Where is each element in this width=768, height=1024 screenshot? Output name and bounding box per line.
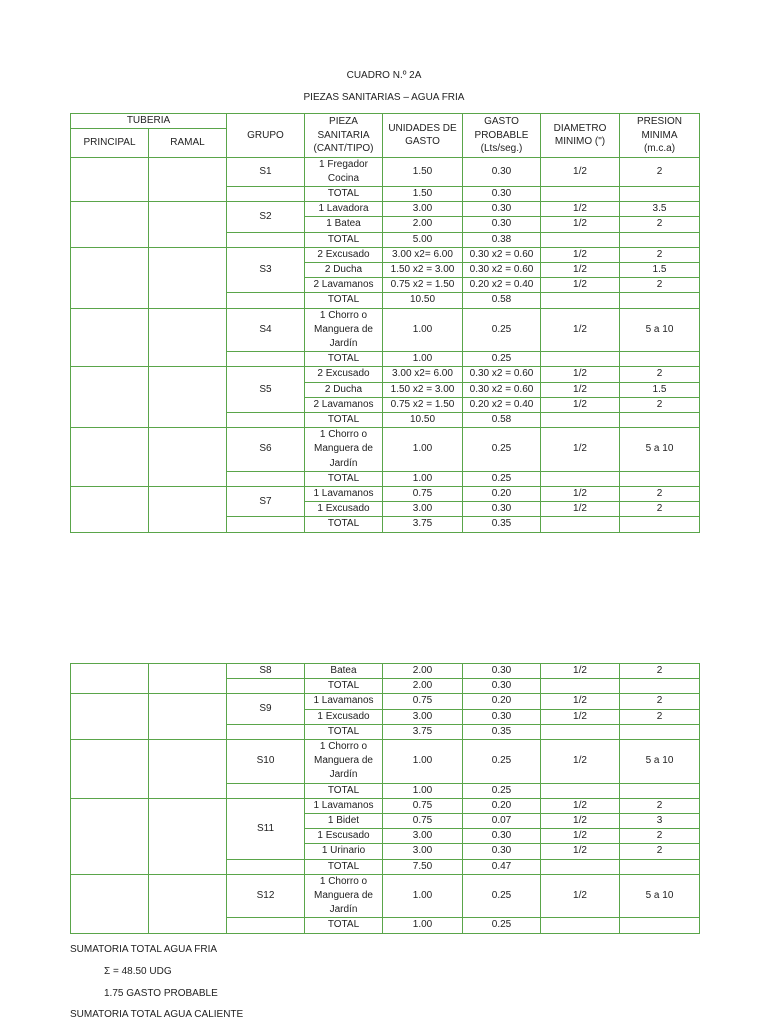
total-unidades-cell: 3.75: [383, 517, 463, 532]
total-label-cell: TOTAL: [305, 517, 383, 532]
pieza-cell: [305, 664, 383, 679]
pieza-cell: [305, 709, 383, 724]
unidades-cell: 0.75: [383, 798, 463, 813]
unidades-cell: 3.00 x2= 6.00: [383, 367, 463, 382]
pieza-cell: [305, 829, 383, 844]
total-unidades-cell: 1.00: [383, 783, 463, 798]
principal-cell: [71, 874, 149, 933]
gasto-cell: 0.07: [463, 814, 541, 829]
grupo-cell: [227, 352, 305, 367]
ramal-cell: [149, 740, 227, 799]
summary-agua-fria-gasto: 1.75 GASTO PROBABLE: [104, 988, 218, 999]
presion-cell: 2: [620, 157, 700, 186]
pieza-line: 1 Batea: [326, 218, 361, 230]
pieza-line: Jardín: [329, 457, 358, 469]
grupo-cell: S5: [227, 367, 305, 413]
diametro-cell: [541, 186, 620, 201]
principal-cell: [71, 308, 149, 367]
header-presion-line: (m.c.a): [643, 143, 676, 154]
diametro-cell: [541, 918, 620, 933]
presion-cell: [620, 412, 700, 427]
pieza-line: Manguera de: [314, 890, 373, 902]
total-label-cell: TOTAL: [305, 724, 383, 739]
diametro-cell: 1/2: [541, 829, 620, 844]
total-gasto-cell: 0.35: [463, 517, 541, 532]
total-gasto-cell: 0.35: [463, 724, 541, 739]
diametro-cell: 1/2: [541, 382, 620, 397]
presion-cell: 5 a 10: [620, 308, 700, 352]
grupo-cell: S3: [227, 247, 305, 293]
grupo-cell: S8: [227, 664, 305, 679]
total-label-cell: TOTAL: [305, 471, 383, 486]
pieza-line: 1 Lavamanos: [313, 799, 374, 811]
unidades-cell: 3.00: [383, 844, 463, 859]
pieza-cell: [305, 382, 383, 397]
total-unidades-cell: 10.50: [383, 293, 463, 308]
header-pieza: [305, 114, 383, 158]
presion-cell: [620, 293, 700, 308]
gasto-cell: 0.25: [463, 740, 541, 784]
pieza-line: Batea: [330, 665, 357, 676]
header-presion-line: PRESION: [636, 116, 682, 127]
total-label-cell: TOTAL: [305, 918, 383, 933]
diametro-cell: 1/2: [541, 874, 620, 918]
principal-cell: [71, 202, 149, 248]
principal-cell: [71, 367, 149, 428]
header-tuberia: TUBERIA: [71, 114, 227, 129]
ramal-cell: [149, 157, 227, 202]
unidades-cell: 1.00: [383, 428, 463, 472]
gasto-cell: 0.30: [463, 844, 541, 859]
diametro-cell: 1/2: [541, 262, 620, 277]
unidades-cell: 0.75 x2 = 1.50: [383, 397, 463, 412]
unidades-cell: 1.00: [383, 740, 463, 784]
header-pieza-line: (CANT/TIPO): [313, 143, 374, 154]
presion-cell: 2: [620, 664, 700, 679]
grupo-cell: [227, 918, 305, 933]
presion-cell: 2: [620, 502, 700, 517]
grupo-cell: [227, 186, 305, 201]
document-subtitle: PIEZAS SANITARIAS – AGUA FRIA: [303, 92, 465, 103]
presion-cell: 2: [620, 798, 700, 813]
presion-cell: 2: [620, 247, 700, 262]
gasto-cell: 0.30: [463, 157, 541, 186]
diametro-cell: 1/2: [541, 502, 620, 517]
unidades-cell: 2.00: [383, 664, 463, 679]
summary-agua-caliente-label: SUMATORIA TOTAL AGUA CALIENTE: [70, 1009, 244, 1020]
grupo-cell: [227, 859, 305, 874]
total-gasto-cell: 0.30: [463, 186, 541, 201]
presion-cell: [620, 783, 700, 798]
presion-cell: [620, 352, 700, 367]
presion-cell: 2: [620, 829, 700, 844]
grupo-cell: [227, 412, 305, 427]
table-2-body: [71, 664, 700, 934]
grupo-cell: S7: [227, 486, 305, 516]
total-gasto-cell: 0.30: [463, 679, 541, 694]
header-gasto-line: GASTO: [484, 116, 519, 127]
table-row: [71, 202, 700, 217]
pieza-line: 1 Excusado: [317, 710, 370, 722]
header-unidades-line: GASTO: [405, 136, 440, 148]
gasto-cell: 0.20: [463, 694, 541, 709]
total-unidades-cell: 1.00: [383, 352, 463, 367]
table-row: [71, 664, 700, 679]
presion-cell: 2: [620, 844, 700, 859]
unidades-cell: 3.00: [383, 202, 463, 217]
grupo-cell: S6: [227, 428, 305, 472]
total-gasto-cell: 0.58: [463, 293, 541, 308]
total-unidades-cell: 2.00: [383, 679, 463, 694]
total-gasto-cell: 0.25: [463, 471, 541, 486]
pieza-line: Cocina: [327, 172, 360, 184]
header-grupo: GRUPO: [227, 114, 305, 158]
grupo-cell: S11: [227, 798, 305, 859]
table-row: [71, 486, 700, 501]
pieza-line: 1 Escusado: [317, 830, 370, 842]
gasto-cell: 0.30: [463, 664, 541, 679]
grupo-cell: [227, 471, 305, 486]
table-row: [71, 428, 700, 472]
presion-cell: 2: [620, 217, 700, 232]
pieza-cell: [305, 157, 383, 186]
pieza-line: Jardín: [329, 904, 358, 916]
grupo-cell: S4: [227, 308, 305, 352]
unidades-cell: 1.00: [383, 874, 463, 918]
piezas-table-1: [70, 113, 700, 533]
diametro-cell: 1/2: [541, 278, 620, 293]
grupo-cell: [227, 293, 305, 308]
table-row: [71, 367, 700, 382]
total-label-cell: TOTAL: [305, 232, 383, 247]
header-gasto: [463, 114, 541, 158]
pieza-line: 1 Lavamanos: [313, 487, 374, 499]
principal-cell: [71, 740, 149, 799]
presion-cell: [620, 186, 700, 201]
diametro-cell: [541, 859, 620, 874]
header-diametro-line: DIAMETRO: [553, 122, 607, 134]
gasto-cell: 0.20 x2 = 0.40: [463, 278, 541, 293]
total-gasto-cell: 0.25: [463, 352, 541, 367]
diametro-cell: [541, 412, 620, 427]
principal-cell: [71, 694, 149, 740]
pieza-cell: [305, 202, 383, 217]
diametro-cell: 1/2: [541, 247, 620, 262]
total-unidades-cell: 1.50: [383, 186, 463, 201]
presion-cell: 3: [620, 814, 700, 829]
presion-cell: [620, 517, 700, 532]
gasto-cell: 0.30 x2 = 0.60: [463, 262, 541, 277]
principal-cell: [71, 664, 149, 694]
diametro-cell: [541, 471, 620, 486]
table-row: [71, 874, 700, 918]
pieza-line: 1 Excusado: [317, 503, 370, 515]
unidades-cell: 1.00: [383, 308, 463, 352]
presion-cell: 5 a 10: [620, 428, 700, 472]
unidades-cell: 1.50 x2 = 3.00: [383, 262, 463, 277]
total-unidades-cell: 10.50: [383, 412, 463, 427]
principal-cell: [71, 247, 149, 308]
pieza-cell: [305, 397, 383, 412]
gasto-cell: 0.30: [463, 202, 541, 217]
diametro-cell: [541, 517, 620, 532]
total-gasto-cell: 0.25: [463, 783, 541, 798]
total-gasto-cell: 0.38: [463, 232, 541, 247]
pieza-line: Jardín: [329, 769, 358, 781]
ramal-cell: [149, 247, 227, 308]
gasto-cell: 0.20 x2 = 0.40: [463, 397, 541, 412]
pieza-line: 1 Urinario: [321, 845, 366, 857]
unidades-cell: 3.00: [383, 829, 463, 844]
ramal-cell: [149, 798, 227, 874]
table-row: [71, 694, 700, 709]
pieza-line: 2 Lavamanos: [313, 398, 374, 410]
total-label-cell: TOTAL: [305, 412, 383, 427]
pieza-line: 1 Lavadora: [318, 203, 369, 215]
total-unidades-cell: 1.00: [383, 918, 463, 933]
pieza-cell: [305, 367, 383, 382]
diametro-cell: [541, 293, 620, 308]
header-diametro-line: MINIMO ("): [554, 136, 606, 148]
pieza-line: 1 Bidet: [327, 815, 360, 827]
grupo-cell: S2: [227, 202, 305, 232]
pieza-line: 2 Lavamanos: [313, 279, 374, 291]
presion-cell: 5 a 10: [620, 874, 700, 918]
grupo-cell: S10: [227, 740, 305, 784]
pieza-cell: [305, 486, 383, 501]
diametro-cell: 1/2: [541, 397, 620, 412]
grupo-cell: [227, 783, 305, 798]
table-row: [71, 247, 700, 262]
table-row: [71, 798, 700, 813]
pieza-line: Manguera de: [314, 323, 373, 335]
header-pieza-line: SANITARIA: [317, 129, 370, 141]
presion-cell: [620, 859, 700, 874]
principal-cell: [71, 157, 149, 202]
pieza-cell: [305, 217, 383, 232]
presion-cell: 2: [620, 694, 700, 709]
pieza-line: 1 Lavamanos: [313, 695, 374, 707]
diametro-cell: 1/2: [541, 740, 620, 784]
header-gasto-line: PROBABLE: [474, 129, 529, 141]
diametro-cell: 1/2: [541, 709, 620, 724]
presion-cell: [620, 232, 700, 247]
pieza-line: 2 Ducha: [324, 383, 363, 395]
total-label-cell: TOTAL: [305, 186, 383, 201]
document-title: CUADRO N.º 2A: [346, 70, 422, 81]
grupo-cell: S12: [227, 874, 305, 918]
header-ramal: RAMAL: [149, 128, 227, 157]
diametro-cell: 1/2: [541, 308, 620, 352]
header-unidades-line: UNIDADES DE: [388, 122, 457, 134]
gasto-cell: 0.20: [463, 486, 541, 501]
ramal-cell: [149, 308, 227, 367]
total-unidades-cell: 1.00: [383, 471, 463, 486]
presion-cell: 2: [620, 397, 700, 412]
presion-cell: 2: [620, 709, 700, 724]
table-1-body: [71, 157, 700, 532]
presion-cell: 5 a 10: [620, 740, 700, 784]
grupo-cell: S1: [227, 157, 305, 186]
pieza-cell: [305, 798, 383, 813]
diametro-cell: [541, 783, 620, 798]
presion-cell: 1.5: [620, 262, 700, 277]
diametro-cell: 1/2: [541, 844, 620, 859]
header-pieza-line: PIEZA: [329, 116, 358, 127]
pieza-line: Manguera de: [314, 755, 373, 767]
presion-cell: 2: [620, 278, 700, 293]
ramal-cell: [149, 486, 227, 532]
ramal-cell: [149, 874, 227, 933]
diametro-cell: 1/2: [541, 664, 620, 679]
gasto-cell: 0.30: [463, 217, 541, 232]
header-presion: [620, 114, 700, 158]
presion-cell: 2: [620, 486, 700, 501]
diametro-cell: [541, 679, 620, 694]
diametro-cell: 1/2: [541, 486, 620, 501]
unidades-cell: 3.00: [383, 709, 463, 724]
diametro-cell: 1/2: [541, 217, 620, 232]
grupo-cell: [227, 232, 305, 247]
pieza-cell: [305, 502, 383, 517]
unidades-cell: 0.75: [383, 694, 463, 709]
diametro-cell: [541, 352, 620, 367]
pieza-cell: [305, 694, 383, 709]
header-gasto-line: (Lts/seg.): [480, 143, 523, 154]
ramal-cell: [149, 664, 227, 694]
table-row: [71, 740, 700, 784]
pieza-line: 1 Chorro o: [319, 875, 368, 887]
pieza-line: 2 Excusado: [317, 368, 370, 380]
diametro-cell: 1/2: [541, 798, 620, 813]
pieza-cell: [305, 814, 383, 829]
ramal-cell: [149, 202, 227, 248]
diametro-cell: 1/2: [541, 694, 620, 709]
pieza-line: 1 Chorro o: [319, 741, 368, 753]
ramal-cell: [149, 694, 227, 740]
diametro-cell: 1/2: [541, 367, 620, 382]
header-unidades: [383, 114, 463, 158]
total-unidades-cell: 5.00: [383, 232, 463, 247]
total-label-cell: TOTAL: [305, 783, 383, 798]
unidades-cell: 0.75 x2 = 1.50: [383, 278, 463, 293]
piezas-table-2: [70, 663, 700, 934]
header-principal: PRINCIPAL: [71, 128, 149, 157]
diametro-cell: 1/2: [541, 157, 620, 186]
gasto-cell: 0.25: [463, 308, 541, 352]
total-label-cell: TOTAL: [305, 679, 383, 694]
grupo-cell: [227, 679, 305, 694]
gasto-cell: 0.25: [463, 428, 541, 472]
total-unidades-cell: 3.75: [383, 724, 463, 739]
presion-cell: [620, 918, 700, 933]
unidades-cell: 1.50 x2 = 3.00: [383, 382, 463, 397]
total-label-cell: TOTAL: [305, 293, 383, 308]
grupo-cell: S9: [227, 694, 305, 724]
grupo-cell: [227, 724, 305, 739]
gasto-cell: 0.30: [463, 829, 541, 844]
unidades-cell: 0.75: [383, 814, 463, 829]
total-gasto-cell: 0.25: [463, 918, 541, 933]
pieza-cell: [305, 247, 383, 262]
pieza-line: 2 Excusado: [317, 248, 370, 260]
gasto-cell: 0.30 x2 = 0.60: [463, 247, 541, 262]
pieza-line: 1 Chorro o: [319, 309, 368, 321]
total-label-cell: TOTAL: [305, 352, 383, 367]
total-label-cell: TOTAL: [305, 859, 383, 874]
ramal-cell: [149, 367, 227, 428]
header-diametro: [541, 114, 620, 158]
total-unidades-cell: 7.50: [383, 859, 463, 874]
pieza-cell: [305, 262, 383, 277]
principal-cell: [71, 428, 149, 487]
summary-agua-fria-label: SUMATORIA TOTAL AGUA FRIA: [70, 944, 218, 955]
pieza-cell: [305, 428, 383, 472]
presion-cell: 2: [620, 367, 700, 382]
pieza-line: 1 Fregador: [319, 158, 368, 170]
grupo-cell: [227, 517, 305, 532]
presion-cell: [620, 679, 700, 694]
total-gasto-cell: 0.58: [463, 412, 541, 427]
unidades-cell: 2.00: [383, 217, 463, 232]
pieza-line: Manguera de: [314, 443, 373, 455]
header-presion-line: MINIMA: [641, 129, 678, 141]
presion-cell: 1.5: [620, 382, 700, 397]
table-row: [71, 157, 700, 186]
pieza-cell: [305, 278, 383, 293]
diametro-cell: 1/2: [541, 814, 620, 829]
pieza-line: Jardín: [329, 337, 358, 349]
unidades-cell: 1.50: [383, 157, 463, 186]
table-row: [71, 308, 700, 352]
summary-agua-fria-sum: Σ = 48.50 UDG: [104, 966, 172, 977]
diametro-cell: 1/2: [541, 428, 620, 472]
diametro-cell: [541, 232, 620, 247]
unidades-cell: 0.75: [383, 486, 463, 501]
gasto-cell: 0.20: [463, 798, 541, 813]
principal-cell: [71, 798, 149, 874]
total-gasto-cell: 0.47: [463, 859, 541, 874]
unidades-cell: 3.00 x2= 6.00: [383, 247, 463, 262]
pieza-line: 2 Ducha: [324, 263, 363, 275]
ramal-cell: [149, 428, 227, 487]
presion-cell: [620, 724, 700, 739]
pieza-cell: [305, 844, 383, 859]
gasto-cell: 0.25: [463, 874, 541, 918]
unidades-cell: 3.00: [383, 502, 463, 517]
presion-cell: [620, 471, 700, 486]
principal-cell: [71, 486, 149, 532]
gasto-cell: 0.30: [463, 709, 541, 724]
gasto-cell: 0.30: [463, 502, 541, 517]
pieza-line: 1 Chorro o: [319, 429, 368, 441]
gasto-cell: 0.30 x2 = 0.60: [463, 382, 541, 397]
pieza-cell: [305, 308, 383, 352]
pieza-cell: [305, 874, 383, 918]
gasto-cell: 0.30 x2 = 0.60: [463, 367, 541, 382]
diametro-cell: 1/2: [541, 202, 620, 217]
presion-cell: 3.5: [620, 202, 700, 217]
pieza-cell: [305, 740, 383, 784]
diametro-cell: [541, 724, 620, 739]
